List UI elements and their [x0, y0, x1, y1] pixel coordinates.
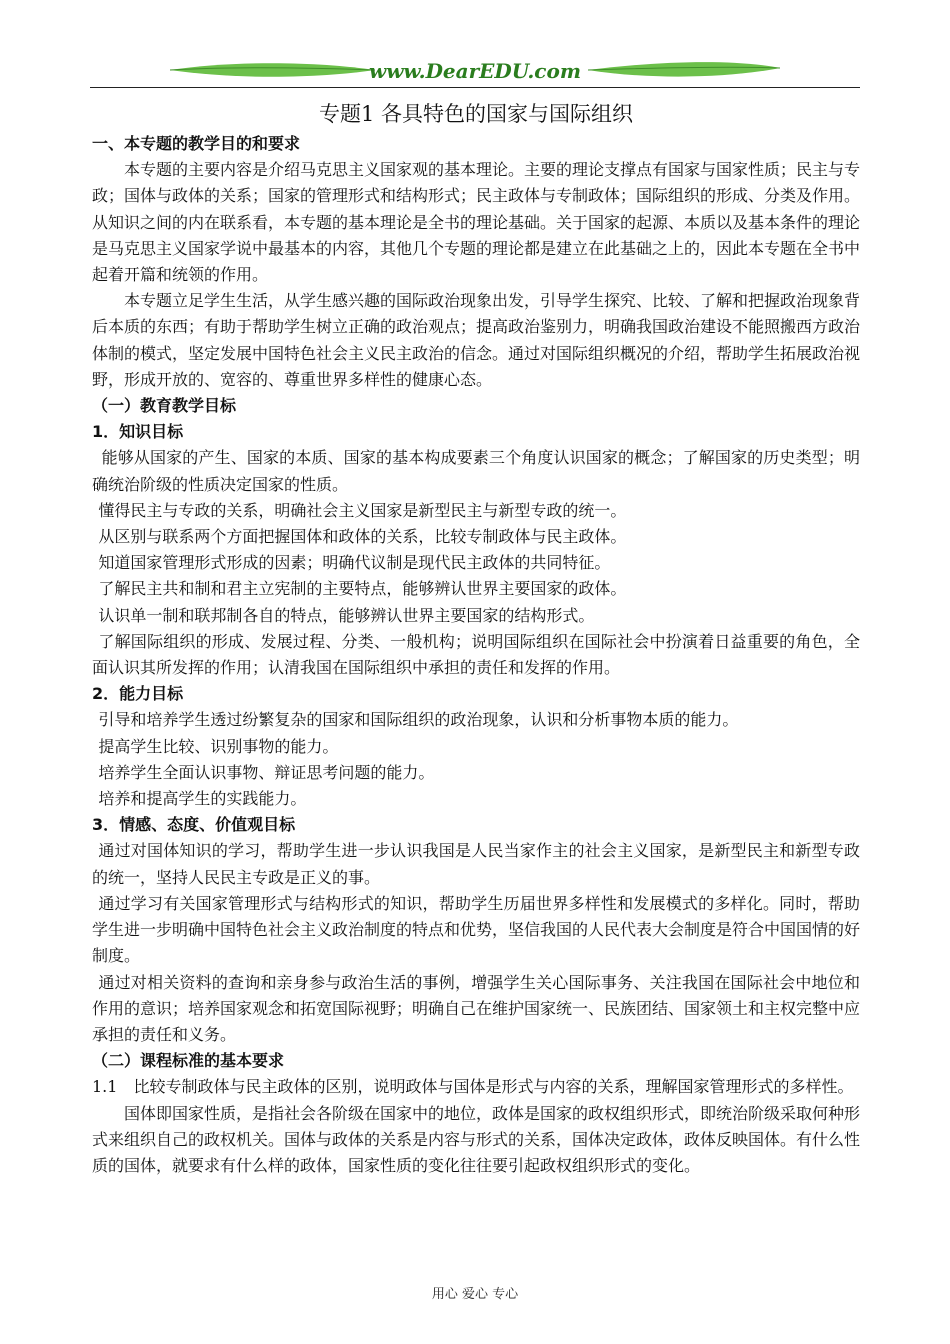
list-item: 知道国家管理形式形成的因素；明确代议制是现代民主政体的共同特征。 — [98, 553, 611, 573]
document-body — [92, 97, 860, 1179]
goal-heading: 2．能力目标 — [92, 684, 184, 704]
paragraph: 国体即国家性质，是指社会各阶级在国家中的地位，政体是国家的政权组织形式，即统治阶级采取何种形式来组织自己的政权机关。国体与政体的关系是内容与形式的关系，国体决定政体，政体反映国体。有什么性质的国体，就要求有什么样的政体，国家性质的变化往往要引起政权组织形式的变化。 — [92, 1103, 861, 1175]
page-title: 专题1 各具特色的国家与国际组织 — [318, 102, 634, 126]
logo-text: www.DearEDU.com — [368, 59, 582, 83]
list-item: 引导和培养学生透过纷繁复杂的国家和国际组织的政治现象，认识和分析事物本质的能力。 — [98, 710, 739, 730]
list-item: 能够从国家的产生、国家的本质、国家的基本构成要素三个角度认识国家的概念；了解国家的历史类型；明确统治阶级的性质决定国家的性质。 — [92, 448, 860, 494]
list-item: 培养学生全面认识事物、辩证思考问题的能力。 — [98, 762, 435, 782]
section-heading: 一、本专题的教学目的和要求 — [92, 134, 301, 153]
list-item: 了解国际组织的形成、发展过程、分类、一般机构；说明国际组织在国际社会中扮演着日益重要的角色，全面认识其所发挥的作用；认清我国在国际组织中承担的责任和发挥的作用。 — [92, 631, 860, 678]
subsection-heading: （一）教育教学目标 — [92, 396, 237, 416]
list-item: 懂得民主与专政的关系，明确社会主义国家是新型民主与新型专政的统一。 — [98, 500, 627, 520]
list-item: 通过对国体知识的学习，帮助学生进一步认识我国是人民当家作主的社会主义国家，是新型民主和新型专政的统一，坚持人民民主专政是正义的事。 — [92, 841, 860, 887]
subsection-heading: （二）课程标准的基本要求 — [92, 1051, 285, 1071]
goal-heading: 1．知识目标 — [92, 422, 184, 442]
list-item: 从区别与联系两个方面把握国体和政体的关系，比较专制政体与民主政体。 — [98, 527, 627, 547]
list-item: 了解民主共和制和君主立宪制的主要特点，能够辨认世界主要国家的政体。 — [98, 579, 627, 599]
list-item: 提高学生比较、识别事物的能力。 — [98, 736, 339, 756]
goal-heading: 3．情感、态度、价值观目标 — [92, 815, 296, 835]
list-item: 认识单一制和联邦制各自的特点，能够辨认世界主要国家的结构形式。 — [98, 605, 595, 625]
requirement-item: 1.1 比较专制政体与民主政体的区别，说明政体与国体是形式与内容的关系，理解国家管理形式的多样性。 — [92, 1077, 854, 1097]
paragraph: 本专题立足学生生活，从学生感兴趣的国际政治现象出发，引导学生探究、比较、了解和把握政治现象背后本质的东西；有助于帮助学生树立正确的政治观点；提高政治鉴别力，明确我国政治建设不能照搬西方政治体制的模式，坚定发展中国特色社会主义民主政治的信念。通过对国际组织概况的介绍，帮助学生拓展政治视野，形成开放的、宽容的、尊重世界多样性的健康心态。 — [92, 291, 861, 389]
list-item: 通过对相关资料的查询和亲身参与政治生活的事例，增强学生关心国际事务、关注我国在国际社会中地位和作用的意识；培养国家观念和拓宽国际视野；明确自己在维护国家统一、民族团结、国家领土和主权完整中应承担的责任和义务。 — [92, 972, 861, 1044]
paragraph: 本专题的主要内容是介绍马克思主义国家观的基本理论。主要的理论支撑点有国家与国家性质；民主与专政；国体与政体的关系；国家的管理形式和结构形式；民主政体与专制政体；国际组织的形成、分类及作用。从知识之间的内在联系看，本专题的基本理论是全书的理论基础。关于国家的起源、本质以及基本条件的理论是马克思主义国家学说中最基本的内容，其他几个专题的理论都是建立在此基础之上的，因此本专题在全书中起着开篇和统领的作用。 — [92, 160, 861, 285]
header-rule — [90, 87, 860, 88]
list-item: 通过学习有关国家管理形式与结构形式的知识，帮助学生历届世界多样性和发展模式的多样化。同时，帮助学生进一步明确中国特色社会主义政治制度的特点和优势，坚信我国的人民代表大会制度是符合中国国情的好制度。 — [92, 893, 861, 966]
list-item: 培养和提高学生的实践能力。 — [98, 789, 307, 809]
site-logo-banner — [90, 56, 860, 96]
page-footer: 用心 爱心 专心 — [431, 1287, 519, 1302]
leaf-logo-icon — [90, 56, 860, 90]
